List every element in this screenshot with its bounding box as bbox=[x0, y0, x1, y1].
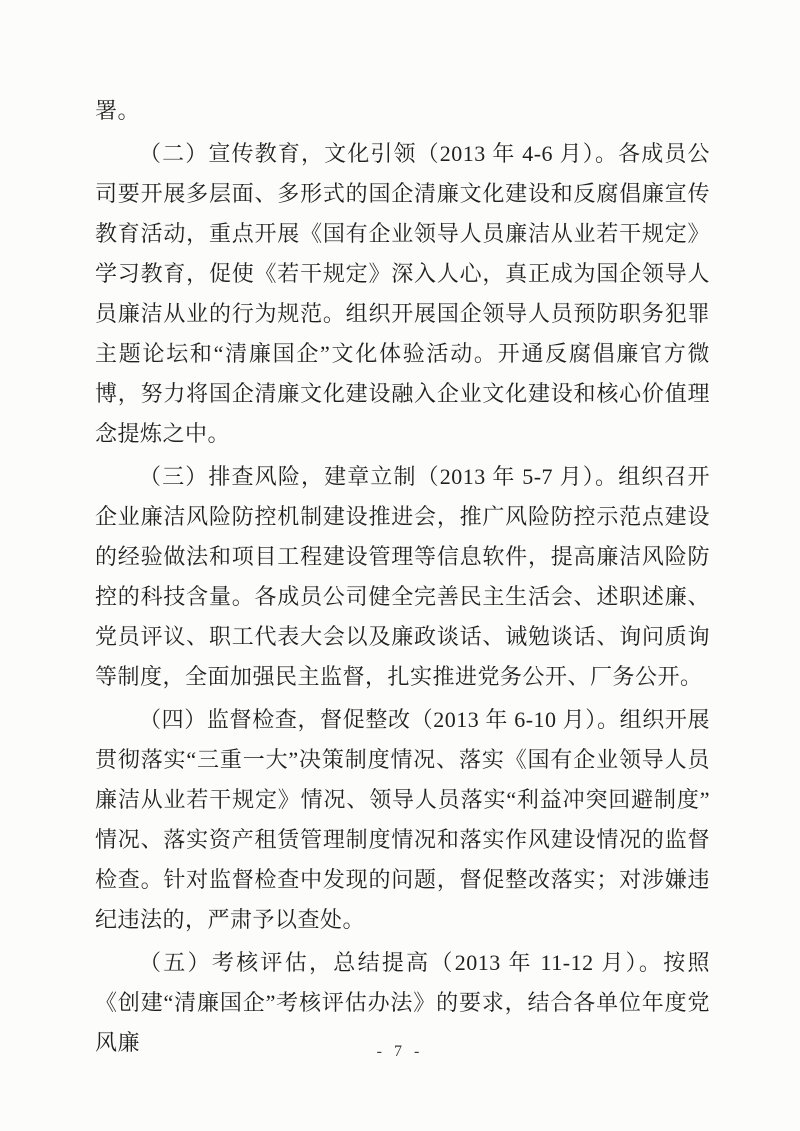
paragraph: 署。 bbox=[95, 98, 141, 123]
paragraph: （五）考核评估，总结提高（2013 年 11-12 月）。按照《创建“清廉国企”考核评估办法》的要求，结合各单位年度党风廉 bbox=[95, 950, 710, 1055]
paragraph: （三）排查风险，建章立制（2013 年 5-7 月）。组织召开企业廉洁风险防控机制建设推进会，推广风险防控示范点建设的经验做法和项目工程建设管理等信息软件，提高廉洁风险防控的科技含量。各成员公司健全完善民主生活会、述职述廉、党员评议、职工代表大会以及廉政谈话、诫勉谈话、询问质询等制度，全面加强民主监督，扎实推进党务公开、厂务公开。 bbox=[95, 464, 710, 689]
page-number: - 7 - bbox=[376, 1043, 424, 1060]
document-body bbox=[95, 91, 710, 1066]
paragraph: （四）监督检查，督促整改（2013 年 6-10 月）。组织开展贯彻落实“三重一大”决策制度情况、落实《国有企业领导人员廉洁从业若干规定》情况、领导人员落实“利益冲突回避制度”情况、落实资产租赁管理制度情况和落实作风建设情况的监督检查。针对监督检查中发现的问题，督促整改落实；对涉嫌违纪违法的，严肃予以查处。 bbox=[95, 707, 711, 932]
page-footer bbox=[0, 1042, 800, 1062]
paragraph: （二）宣传教育，文化引领（2013 年 4-6 月）。各成员公司要开展多层面、多形式的国企清廉文化建设和反腐倡廉宣传教育活动，重点开展《国有企业领导人员廉洁从业若干规定》学习教育，促使《若干规定》深入人心，真正成为国企领导人员廉洁从业的行为规范。组织开展国企领导人员预防职务犯罪主题论坛和“清廉国企”文化体验活动。开通反腐倡廉官方微博，努力将国企清廉文化建设融入企业文化建设和核心价值理念提炼之中。 bbox=[95, 141, 710, 446]
